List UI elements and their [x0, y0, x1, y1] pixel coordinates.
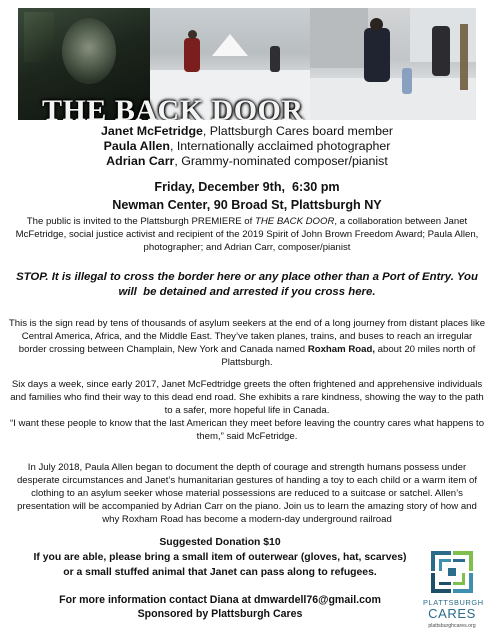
banner-title: THE BACK DOOR	[42, 94, 304, 120]
intro-paragraph	[12, 216, 482, 254]
stop-sign-text: STOP. It is illegal to cross the border here or any place other than a Port of Entry. You will be detained and arrested if you cross here.	[16, 271, 482, 298]
logo-text-line2: CARES	[428, 606, 476, 621]
credit-janet	[0, 124, 494, 139]
event-date-time: Friday, December 9th, 6:30 pm	[154, 180, 340, 194]
logo-text-line1: PLATTSBURGH	[423, 598, 484, 607]
contact-info: For more information contact Diana at dmwardell76@gmail.com	[59, 594, 381, 606]
donation-line: If you are able, please bring a small item of outerwear (gloves, hat, scarves)	[33, 552, 407, 563]
credit-name: Janet McFetridge	[101, 124, 203, 138]
donation-section	[30, 535, 410, 580]
contact-section	[30, 593, 410, 621]
event-details	[0, 178, 494, 214]
banner-photo-collage	[18, 8, 476, 120]
film-title: THE BACK DOOR	[254, 216, 335, 227]
credits-list	[0, 124, 494, 169]
event-venue: Newman Center, 90 Broad St, Plattsburgh NY	[112, 198, 382, 212]
donation-heading: Suggested Donation $10	[159, 537, 281, 548]
logo-url: plattsburghcares.org	[428, 623, 476, 629]
credit-role: , Plattsburgh Cares board member	[202, 124, 393, 138]
paragraph-janet	[8, 379, 486, 444]
credit-name: Adrian Carr	[106, 154, 175, 168]
paragraph-asylum-seekers	[8, 318, 486, 370]
donation-line: or a small stuffed animal that Janet can pass along to refugees.	[63, 567, 377, 578]
paragraph-paula: In July 2018, Paula Allen began to document the depth of courage and strength humans possess under desperate circumstances and Janet’s humanitarian gestures of handing a toy to each child or a warm item of clothing to an asylum seeker whose material possessions are reduced to a suitcase or satchel. Allen’s presentation will be accompanied by Adrian Carr on the piano. Join us to learn the amazing story of how and why Roxham Road has become a modern-day underground railroad	[16, 462, 478, 525]
intro-text: The public is invited to the Plattsburgh PREMIERE of	[26, 216, 255, 227]
plattsburgh-cares-logo	[423, 549, 484, 633]
logo-mark-icon	[429, 549, 475, 595]
photo-roxham-road	[310, 8, 476, 120]
intro-text-rest: , a collaboration between Janet McFetridge, social justice activist and recipient of the 2019 Spirit of John Brown Freedom Award; Paula Allen, photographer; and Adrian Carr, composer/pianist	[15, 216, 479, 253]
credit-adrian	[0, 154, 494, 169]
paragraph-text-rest: about 20 miles north of Plattsburgh.	[221, 343, 476, 368]
paragraph-text: This is the sign read by tens of thousands of asylum seekers at the end of a long journey from distant places like Central America, Africa, and the Middle East. They’ve taken planes, trains, and buses to reach an irregular border crossing between Champlain, New York and Canada named	[8, 318, 486, 355]
credit-role: , Grammy-nominated composer/pianist	[174, 154, 388, 168]
paragraph-text: Six days a week, since early 2017, Janet McFedtridge greets the often frightened and apprehensive individuals and families who find their way to this dead end road. She exhibits a rare kindness, showing the way to the path to a safer, more hopeful life in Canada.	[10, 379, 484, 416]
sponsor-line: Sponsored by Plattsburgh Cares	[137, 608, 303, 620]
credit-role: , Internationally acclaimed photographer	[169, 139, 391, 153]
credit-paula	[0, 139, 494, 154]
credit-name: Paula Allen	[103, 139, 170, 153]
place-name: Roxham Road,	[307, 343, 375, 355]
quote-text: “I want these people to know that the last American they meet before leaving the country cares what happens to them,” said McFetridge.	[9, 417, 485, 442]
